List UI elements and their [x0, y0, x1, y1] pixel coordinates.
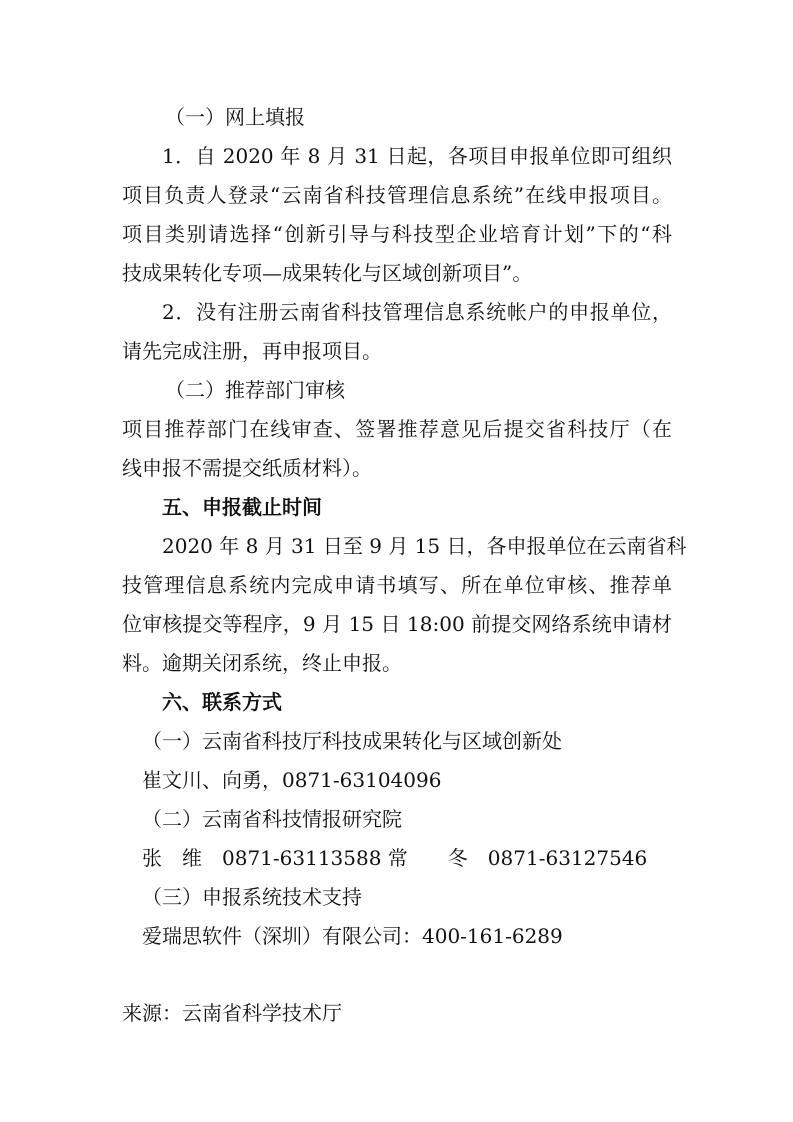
paragraph-line: 料。逾期关闭系统，终止申报。 — [122, 651, 402, 675]
contact-org-2: （二）云南省科技情报研究院 — [142, 807, 402, 831]
paragraph-line: 项目负责人登录“云南省科技管理信息系统”在线申报项目。 — [122, 183, 672, 207]
paragraph-line: 请先完成注册，再申报项目。 — [122, 339, 382, 363]
section-heading-contact: 六、联系方式 — [162, 690, 282, 714]
paragraph-line: 位审核提交等程序，9 月 15 日 18:00 前提交网络系统申请材 — [122, 612, 672, 636]
contact-people-1: 崔文川、向勇，0871-63104096 — [142, 768, 442, 792]
contact-people-2: 张 维 0871-63113588 常 冬 0871-63127546 — [142, 846, 648, 870]
subsection-heading-review: （二）推荐部门审核 — [165, 378, 345, 402]
paragraph-line: 技管理信息系统内完成申请书填写、所在单位审核、推荐单 — [122, 573, 672, 597]
paragraph-line: 项目推荐部门在线审查、签署推荐意见后提交省科技厅（在 — [122, 417, 672, 441]
contact-org-3: （三）申报系统技术支持 — [142, 885, 362, 909]
paragraph-line: 2．没有注册云南省科技管理信息系统帐户的申报单位， — [162, 300, 672, 324]
paragraph-line: 项目类别请选择“创新引导与科技型企业培育计划”下的“科 — [122, 222, 672, 246]
paragraph-line: 线申报不需提交纸质材料）。 — [122, 456, 372, 480]
contact-people-3: 爱瑞思软件（深圳）有限公司：400-161-6289 — [142, 924, 563, 948]
paragraph-line: 技成果转化专项—成果转化与区域创新项目”。 — [122, 261, 533, 285]
paragraph-line: 1．自 2020 年 8 月 31 日起，各项目申报单位即可组织 — [162, 144, 672, 168]
contact-org-1: （一）云南省科技厅科技成果转化与区域创新处 — [142, 729, 562, 753]
section-heading-deadline: 五、申报截止时间 — [162, 495, 322, 519]
source-line: 来源：云南省科学技术厅 — [122, 1001, 342, 1025]
subsection-heading-online: （一）网上填报 — [165, 105, 305, 129]
paragraph-line: 2020 年 8 月 31 日至 9 月 15 日，各申报单位在云南省科 — [162, 534, 687, 558]
